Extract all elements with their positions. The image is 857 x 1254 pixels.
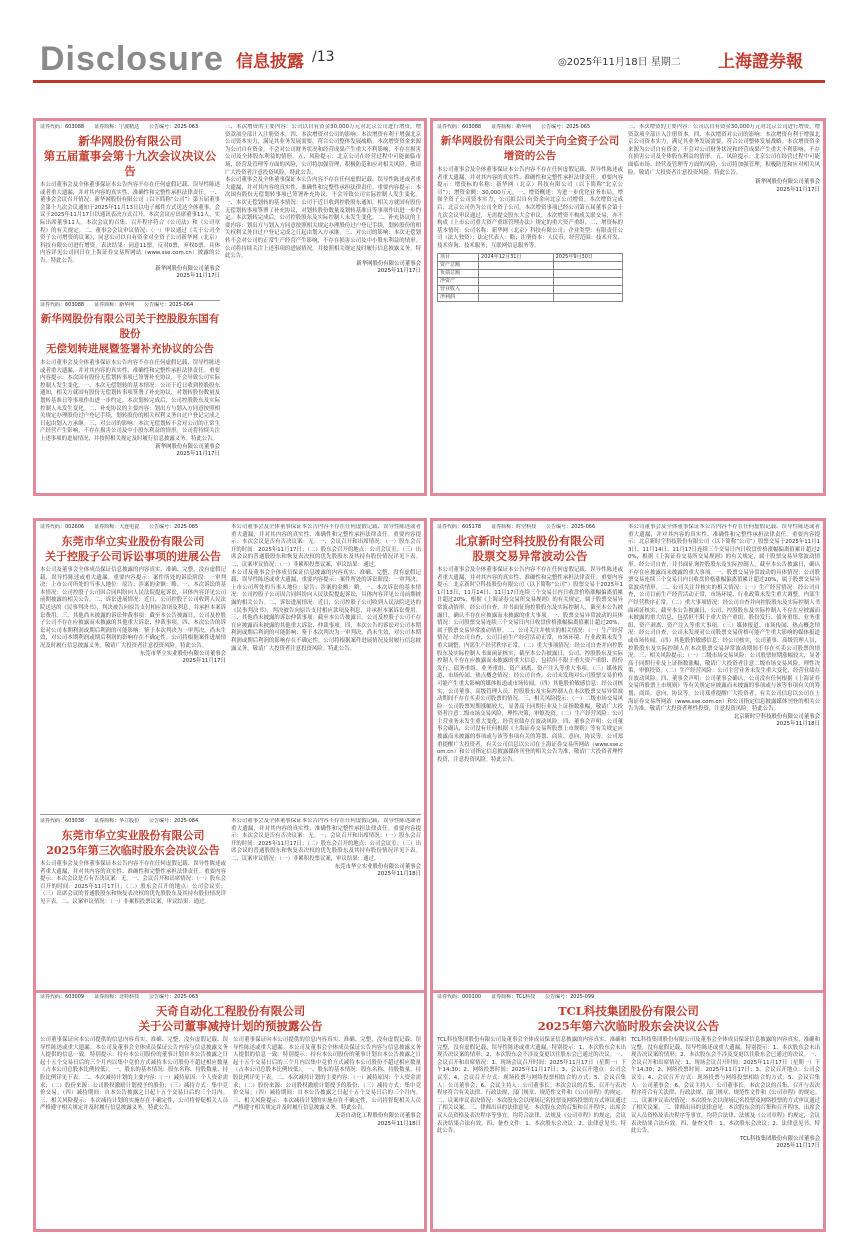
ann-signature: 东莞市华立实业股份有限公司董事会: [139, 650, 226, 657]
ann-date: 2025年11月18日: [377, 871, 421, 878]
ann-body: 公司董事保证向本公司提供的信息内容真实、准确、完整，没有虚假记载、误导性陈述或重大遗漏。本公司及董事会全体成员保证公告内容与信息披露义务人提供的信息一致。特别提示：持有本公司股份的董事计划自本公告披露之日起十五个交易日后的三个月内以集中竞价方式减持本公司股份不超过相应数量（占本公司总股本比例较低）。一、股东的基本情况：股东名称、持股数量、持股比例详见下表。二、本次减持计划的主要内容：（一）减持原因：个人资金需求；（二）股份来源：公司股权激励计划授予的股份；（三）减持方式：集中竞价交易；（四）减持期间：自本公告披露之日起十五个交易日后的三个月内。三、相关风险提示：本次减持计划的实施存在不确定性，公司将督促相关人员严格遵守相关规定并及时履行信息披露义务。特此公告。: [233, 1037, 421, 1112]
announcement-shareholder-meeting-continued: [231, 818, 421, 988]
announcement-director-reduction: [40, 994, 421, 1228]
ann-header: 证券代码：605178 证券简称：时空科技 公告编号：2025-066: [437, 524, 596, 530]
announcement-capital-increase: [437, 124, 623, 490]
table-row: 项目 2024年12月31日 2025年9月30日: [438, 253, 623, 261]
ann-subtitle: 2025年第六次临时股东会决议公告: [537, 1019, 720, 1033]
newspaper-logo: 上海證券報: [718, 52, 803, 72]
announcement-abnormal-trading: [437, 524, 623, 988]
section-title: 信息披露: [236, 52, 304, 72]
ann-signature: TCL科技集团股份有限公司董事会: [740, 1135, 820, 1142]
announcement-tcl-shareholder-meeting: [437, 994, 820, 1228]
masthead-rule: [33, 80, 825, 83]
ann-header: 证券代码：603088 证券简称：新华网 公告编号：2025-064: [40, 302, 194, 308]
ann-header: 证券代码：002606 证券简称：大连电瓷 公告编号：2025-085: [40, 524, 199, 530]
table-row: 负债总额: [438, 269, 623, 277]
ann-date: 2025年11月17日: [776, 186, 820, 193]
masthead: [0, 0, 857, 88]
ann-body: TCL科技集团股份有限公司及董事会全体成员保证信息披露的内容真实、准确和完整，没有虚假记载、误导性陈述或重大遗漏。特别提示：1、本次股东会未出现否决议案的情形；2、本次股东会不涉及变更以往股东会已通过的决议。一、会议召开和出席情况：1、现场会议召开时间：2025年11月17日（星期一）下午14:30；2、网络投票时间：2025年11月17日；3、会议召开地点：公司会议室；4、会议召开方式：现场投票与网络投票相结合的方式；5、会议召集人：公司董事会；6、会议主持人：公司董事长。本次会议的召集、召开与表决程序符合有关法律、行政法规、部门规章、规范性文件和《公司章程》的规定。二、议案审议表决情况：本次股东会以现场记名投票及网络投票的方式审议通过了相关议案。三、律师出具的法律意见：本次股东会的召集和召开程序、出席会议人员资格及表决程序等事宜，均符合法律、法规及《公司章程》的规定，会议表决结果合法有效。四、备查文件：1、本次股东会决议；2、法律意见书。特此公告。: [437, 1037, 626, 1135]
ann-header: 证券代码：603088 证券简称：宁波精达 公告编号：2025-063: [40, 124, 199, 130]
ann-subtitle: 2025年第三次临时股东会决议公告: [46, 844, 220, 857]
ann-signature: 新华网股份有限公司董事会: [155, 265, 220, 272]
ann-date: 2025年11月18日: [377, 1120, 421, 1127]
ann-body: 本公司及董事会全体成员保证信息披露的内容真实、准确、完整，没有虚假记载、误导性陈述或重大遗漏。重要内容提示：案件所处的诉讼阶段：一审判决；上市公司所处的当事人地位：原告；涉案的金额：略。一、本次诉讼的基本情况：公司控股子公司因合同纠纷向人民法院提起诉讼，具体内容详见公司前期披露的相关公告。二、诉讼进展情况：近日，公司控股子公司收到人民法院送达的《民事判决书》，判决被告向原告支付相应款项及利息，并承担本案诉讼费用。三、其他尚未披露的诉讼仲裁事项：截至本公告披露日，公司及控股子公司不存在应披露而未披露的其他重大诉讼、仲裁事项。四、本次公告的诉讼对公司本期利润或期后利润的可能影响：鉴于本次判决为一审判决，尚未生效，对公司本期利润或期后利润的影响存在不确定性。公司将根据案件进展情况及时履行信息披露义务，敬请广大投资者注意投资风险。特此公告。: [40, 567, 226, 649]
ann-body: 本公司董事会及全体董事保证本公告内容不存在任何虚假记载、误导性陈述或者重大遗漏，并对其内容的真实性、准确性和完整性承担法律责任。一、董事会会议召开情况：新华网股份有限公司（以下简称“公司”）第五届董事会第十九次会议通知于2025年11月13日以电子邮件方式送达全体董事，会议于2025年11月17日以通讯表决方式召开。本次会议应出席董事11人，实际出席董事11人。本次会议的召集、召开程序符合《公司法》和《公司章程》的有关规定。二、董事会会议审议情况：（一）审议通过《关于公司全资子公司增资的议案》，同意公司以自有资金对全资子公司新华网（北京）科技有限公司进行增资。表决结果：同意11票，反对0票，弃权0票。具体内容详见公司同日在上海证券交易所网站（www.sse.com.cn）披露的公告。特此公告。: [40, 182, 220, 264]
ann-body: 本公司董事会及全体董事保证本公告内容不存在任何虚假记载、误导性陈述或者重大遗漏，并对其内容的真实性、准确性和完整性承担法律责任。重要内容提示：增资标的名称：新华网（北京）科技有限公司（以下简称“北京公司”）；增资金额：30,000万元。一、增资概述：为进一步优化业务布局，增强全资子公司资本实力，公司拟以自有资金向北京公司增资。本次增资完成后，北京公司仍为公司全资子公司。本次增资事项已经公司第五届董事会第十九次会议审议通过，无需提交股东大会审议。本次增资不构成关联交易，亦不构成《上市公司重大资产重组管理办法》规定的重大资产重组。二、增资标的基本情况：公司名称：新华网（北京）科技有限公司；企业类型：有限责任公司（法人独资）；法定代表人：略；注册资本：人民币；经营范围：技术开发、技术咨询、技术服务；互联网信息服务等。: [437, 167, 623, 249]
column-divider: [40, 300, 220, 301]
section-divider: [40, 814, 421, 815]
ann-body: 本公司董事会及全体董事保证本公告内容不存在任何虚假记载、误导性陈述或者重大遗漏，并对其内容的真实性、准确性和完整性承担法律责任。重要内容提示：本次会议是否有否决议案：无。一、会议召开和出席情况：（一）股东会召开的时间：2025年11月17日；（二）股东会召开的地点：公司会议室；（三）出席会议的普通股股东和恢复表决权的优先股股东及其持有股份情况详见下表。二、议案审议情况：（一）非累积投票议案，审议结果：通过。: [40, 861, 226, 905]
table-row: 资产总额: [438, 261, 623, 269]
announcement-abnormal-trading-continued: [628, 524, 820, 988]
table-row: 净利润: [438, 293, 623, 301]
ann-title: 新华网股份有限公司: [78, 134, 182, 148]
ann-signature: 天奇自动化工程股份有限公司董事会: [334, 1112, 421, 1119]
ann-signature: 新华网股份有限公司董事会: [155, 443, 220, 450]
ann-body: 本公司董事会及全体董事保证本公告内容不存在任何虚假记载、误导性陈述或者重大遗漏，并对其内容的真实性、准确性和完整性承担法律责任。重要内容提示：本次会议是否有否决议案：无。一、会议召开和出席情况：（一）股东会召开的时间：2025年11月17日；（二）股东会召开的地点：公司会议室；（三）出席会议的普通股股东和恢复表决权的优先股股东及其持有股份情况详见下表。二、议案审议情况：（一）非累积投票议案，审议结果：通过。: [231, 524, 421, 568]
ann-title: 新华网股份有限公司关于向全资子公司增资的公告: [440, 135, 620, 162]
ann-signature: 新华网股份有限公司董事会: [356, 260, 421, 267]
issue-date: ◎2025年11月18日 星期二: [558, 57, 681, 68]
announcement-board-resolution: [40, 124, 220, 300]
ann-date: 2025年11月17日: [182, 658, 226, 665]
ann-title: TCL科技集团股份有限公司: [558, 1004, 699, 1018]
ann-date: 2025年11月17日: [776, 1143, 820, 1150]
page-number: /13: [312, 49, 335, 65]
ann-date: 2025年11月17日: [176, 451, 220, 458]
ann-date: 2025年11月17日: [377, 268, 421, 275]
financial-table: [437, 253, 623, 302]
announcement-share-transfer: [40, 302, 220, 492]
ann-title: 天奇自动化工程股份有限公司: [155, 1004, 306, 1018]
announcement-litigation-progress-continued: [231, 524, 421, 812]
ann-subtitle: 第五届董事会第十九次会议决议公告: [43, 149, 217, 178]
ann-body: 本公司及董事会全体成员保证信息披露的内容真实、准确、完整，没有虚假记载、误导性陈述或重大遗漏。重要内容提示：案件所处的诉讼阶段：一审判决；上市公司所处的当事人地位：原告；涉案的金额：略。一、本次诉讼的基本情况：公司控股子公司因合同纠纷向人民法院提起诉讼，具体内容详见公司前期披露的相关公告。二、诉讼进展情况：近日，公司控股子公司收到人民法院送达的《民事判决书》，判决被告向原告支付相应款项及利息，并承担本案诉讼费用。三、其他尚未披露的诉讼仲裁事项：截至本公告披露日，公司及控股子公司不存在应披露而未披露的其他重大诉讼、仲裁事项。四、本次公告的诉讼对公司本期利润或期后利润的可能影响：鉴于本次判决为一审判决，尚未生效，对公司本期利润或期后利润的影响存在不确定性。公司将根据案件进展情况及时履行信息披露义务，敬请广大投资者注意投资风险。特此公告。: [231, 569, 421, 652]
ann-title: 新华网股份有限公司关于控股股东国有股份: [40, 313, 220, 340]
ann-body: 公司董事保证向本公司提供的信息内容真实、准确、完整，没有虚假记载、误导性陈述或重大遗漏。本公司及董事会全体成员保证公告内容与信息披露义务人提供的信息一致。特别提示：持有本公司股份的董事计划自本公告披露之日起十五个交易日后的三个月内以集中竞价方式减持本公司股份不超过相应数量（占本公司总股本比例较低）。一、股东的基本情况：股东名称、持股数量、持股比例详见下表。二、本次减持计划的主要内容：（一）减持原因：个人资金需求；（二）股份来源：公司股权激励计划授予的股份；（三）减持方式：集中竞价交易；（四）减持期间：自本公告披露之日起十五个交易日后的三个月内。三、相关风险提示：本次减持计划的实施存在不确定性，公司将督促相关人员严格遵守相关规定并及时履行信息披露义务。特此公告。: [40, 1037, 228, 1112]
ann-subtitle: 无偿划转进展暨签署补充协议的公告: [46, 343, 214, 355]
table-row: 净资产: [438, 277, 623, 285]
ann-subtitle: 关于公司董事减持计划的预披露公告: [138, 1019, 323, 1033]
ann-subtitle: 股票交易异常波动公告: [472, 549, 588, 563]
ann-title: 东莞市华立实业股份有限公司: [61, 535, 205, 548]
announcement-board-resolution-continued: [225, 124, 421, 490]
ann-body: 三、本次增资的主要内容：公司以自有资金30,000万元对北京公司进行增资，增资款项全部计入注册资本。四、本次增资对公司的影响：本次增资有利于增强北京公司资本实力，满足其业务发展需要，符合公司整体发展战略。本次增资资金来源为公司自有资金，不会对公司财务状况和经营成果产生重大不利影响，不存在损害公司及全体股东利益的情形。五、风险提示：北京公司在经营过程中可能面临市场、经营及管理等方面的风险，公司将加强管理，积极防范和应对相关风险。敬请广大投资者注意投资风险。特此公告。: [225, 124, 421, 176]
ann-body: 本公司董事会及全体董事保证本公告内容不存在任何虚假记载、误导性陈述或者重大遗漏，并对其内容的真实性、准确性和完整性承担法律责任。重要内容提示：本次国有股份无偿划转事项已签署补充协议，不会导致公司实际控制人发生变化。一、本次无偿划转的基本情况：公司于近日收到控股股东通知，相关方就国有股份无偿划转事项签署了补充协议，对划转股份数量及划转基准日等事项作出进一步约定。本次划转完成后，公司控股股东及实际控制人未发生变化。二、补充协议的主要内容：划出方与划入方同意按照相关规定办理股份过户登记手续，划转股份的相关权利义务自过户登记完成之日起由划入方承继。三、对公司的影响：本次无偿划转不会对公司的正常生产经营产生影响，不存在损害公司及中小股东利益的情形。公司将持续关注上述事项的进展情况，并按照相关规定及时履行信息披露义务。特此公告。: [40, 360, 220, 442]
ann-header: 证券代码：603088 证券简称：新华网 公告编号：2025-065: [437, 124, 591, 130]
masthead-word: Disclosure: [40, 40, 224, 78]
announcement-shareholder-meeting: [40, 818, 226, 988]
ann-body: 本公司董事会及全体董事保证本公告内容不存在任何虚假记载、误导性陈述或者重大遗漏，并对其内容的真实性、准确性和完整性承担法律责任。重要内容提示：北京新时空科技股份有限公司（以下简称“公司”）股票交易于2025年11月13日、11月14日、11月17日连续三个交易日内日收盘价格涨幅偏离值累计超过20%，根据《上海证券交易所交易规则》的有关规定，属于股票交易异常波动情形。经公司自查，并书面征询控股股东及实际控制人，截至本公告披露日，确认不存在应披露而未披露的重大事项。一、股票交易异常波动的具体情况：公司股票交易连续三个交易日内日收盘价格涨幅偏离值累计超过20%，属于股票交易异常波动情形。二、公司关注并核实的相关情况：（一）生产经营情况：经公司自查，公司目前生产经营活动正常，市场环境、行业政策未发生重大调整，内部生产经营秩序正常。（二）重大事项情况：经公司自查并向控股股东及实际控制人书面函证核实，截至本公告披露日，公司、控股股东及实际控制人不存在应披露而未披露的重大信息，包括但不限于重大资产重组、股份发行、债务重组、业务重组、资产剥离、资产注入等重大事项。（三）媒体报道、市场传闻、热点概念情况：经公司自查，公司未发现对公司股票交易价格可能产生重大影响的媒体报道或市场传闻。（四）其他股价敏感信息：经公司核实，公司董事、高级管理人员、控股股东及实际控制人在本次股票交易异常波动期间不存在买卖公司股票的情况。三、相关风险提示：（一）二级市场交易风险：公司股票短期涨幅较大，显著高于同期行业及上证指数涨幅，敬请广大投资者注意二级市场交易风险，理性决策，审慎投资。（二）生产经营风险：公司主营业务未发生重大变化，经营业绩存在波动风险。四、董事会声明：公司董事会确认，公司没有任何根据《上海证券交易所股票上市规则》等有关规定应披露而未披露的事项或与该等事项有关的筹划、商谈、意向、协议等。公司郑重提醒广大投资者，有关公司信息以公司在上海证券交易所网站（www.sse.com.cn）和公司指定信息披露媒体刊登的相关公告为准，敬请广大投资者理性投资，注意投资风险。特此公告。: [437, 567, 623, 763]
ann-signature: 东莞市华立实业股份有限公司董事会: [334, 863, 421, 870]
ann-header: 证券代码：603009 证券简称：北特科技 公告编号：2025-063: [40, 994, 199, 1000]
announcement-capital-increase-continued: [628, 124, 820, 490]
ann-header: 证券代码：603038 证券简称：华立股份 公告编号：2025-084: [40, 818, 199, 824]
ann-body: TCL科技集团股份有限公司及董事会全体成员保证信息披露的内容真实、准确和完整，没有虚假记载、误导性陈述或重大遗漏。特别提示：1、本次股东会未出现否决议案的情形；2、本次股东会不涉及变更以往股东会已通过的决议。一、会议召开和出席情况：1、现场会议召开时间：2025年11月17日（星期一）下午14:30；2、网络投票时间：2025年11月17日；3、会议召开地点：公司会议室；4、会议召开方式：现场投票与网络投票相结合的方式；5、会议召集人：公司董事会；6、会议主持人：公司董事长。本次会议的召集、召开与表决程序符合有关法律、行政法规、部门规章、规范性文件和《公司章程》的规定。二、议案审议表决情况：本次股东会以现场记名投票及网络投票的方式审议通过了相关议案。三、律师出具的法律意见：本次股东会的召集和召开程序、出席会议人员资格及表决程序等事宜，均符合法律、法规及《公司章程》的规定，会议表决结果合法有效。四、备查文件：1、本次股东会决议；2、法律意见书。特此公告。: [631, 1037, 820, 1135]
ann-signature: 新华网股份有限公司董事会: [755, 179, 820, 186]
ann-body: 本公司董事会及全体董事保证本公告内容不存在任何虚假记载、误导性陈述或者重大遗漏，并对其内容的真实性、准确性和完整性承担法律责任。重要内容提示：本次会议是否有否决议案：无。一、会议召开和出席情况：（一）股东会召开的时间：2025年11月17日；（二）股东会召开的地点：公司会议室；（三）出席会议的普通股股东和恢复表决权的优先股股东及其持有股份情况详见下表。二、议案审议情况：（一）非累积投票议案，审议结果：通过。: [231, 818, 421, 862]
ann-body: 三、本次增资的主要内容：公司以自有资金30,000万元对北京公司进行增资，增资款项全部计入注册资本。四、本次增资对公司的影响：本次增资有利于增强北京公司资本实力，满足其业务发展需要，符合公司整体发展战略。本次增资资金来源为公司自有资金，不会对公司财务状况和经营成果产生重大不利影响，不存在损害公司及全体股东利益的情形。五、风险提示：北京公司在经营过程中可能面临市场、经营及管理等方面的风险，公司将加强管理，积极防范和应对相关风险。敬请广大投资者注意投资风险。特此公告。: [628, 124, 820, 176]
ann-date: 2025年11月17日: [176, 273, 220, 280]
ann-header: 证券代码：000100 证券简称：TCL科技 公告编号：2025-099: [437, 994, 595, 1000]
ann-body: 本公司董事会及全体董事保证本公告内容不存在任何虚假记载、误导性陈述或者重大遗漏，并对其内容的真实性、准确性和完整性承担法律责任。重要内容提示：北京新时空科技股份有限公司（以下简称“公司”）股票交易于2025年11月13日、11月14日、11月17日连续三个交易日内日收盘价格涨幅偏离值累计超过20%，根据《上海证券交易所交易规则》的有关规定，属于股票交易异常波动情形。经公司自查，并书面征询控股股东及实际控制人，截至本公告披露日，确认不存在应披露而未披露的重大事项。一、股票交易异常波动的具体情况：公司股票交易连续三个交易日内日收盘价格涨幅偏离值累计超过20%，属于股票交易异常波动情形。二、公司关注并核实的相关情况：（一）生产经营情况：经公司自查，公司目前生产经营活动正常，市场环境、行业政策未发生重大调整，内部生产经营秩序正常。（二）重大事项情况：经公司自查并向控股股东及实际控制人书面函证核实，截至本公告披露日，公司、控股股东及实际控制人不存在应披露而未披露的重大信息，包括但不限于重大资产重组、股份发行、债务重组、业务重组、资产剥离、资产注入等重大事项。（三）媒体报道、市场传闻、热点概念情况：经公司自查，公司未发现对公司股票交易价格可能产生重大影响的媒体报道或市场传闻。（四）其他股价敏感信息：经公司核实，公司董事、高级管理人员、控股股东及实际控制人在本次股票交易异常波动期间不存在买卖公司股票的情况。三、相关风险提示：（一）二级市场交易风险：公司股票短期涨幅较大，显著高于同期行业及上证指数涨幅，敬请广大投资者注意二级市场交易风险，理性决策，审慎投资。（二）生产经营风险：公司主营业务未发生重大变化，经营业绩存在波动风险。四、董事会声明：公司董事会确认，公司没有任何根据《上海证券交易所股票上市规则》等有关规定应披露而未披露的事项或与该等事项有关的筹划、商谈、意向、协议等。公司郑重提醒广大投资者，有关公司信息以公司在上海证券交易所网站（www.sse.com.cn）和公司指定信息披露媒体刊登的相关公告为准，敬请广大投资者理性投资，注意投资风险。特此公告。: [628, 524, 820, 713]
ann-subtitle: 关于控股子公司诉讼事项的进展公告: [45, 550, 221, 563]
table-row: 营业收入: [438, 285, 623, 293]
ann-date: 2025年11月18日: [776, 721, 820, 728]
announcement-litigation-progress: [40, 524, 226, 812]
ann-title: 东莞市华立实业股份有限公司: [61, 829, 205, 842]
ann-signature: 北京新时空科技股份有限公司董事会: [733, 713, 820, 720]
ann-body: 本公司董事会及全体董事保证本公告内容不存在任何虚假记载、误导性陈述或者重大遗漏，并对其内容的真实性、准确性和完整性承担法律责任。重要内容提示：本次国有股份无偿划转事项已签署补充协议，不会导致公司实际控制人发生变化。一、本次无偿划转的基本情况：公司于近日收到控股股东通知，相关方就国有股份无偿划转事项签署了补充协议，对划转股份数量及划转基准日等事项作出进一步约定。本次划转完成后，公司控股股东及实际控制人未发生变化。二、补充协议的主要内容：划出方与划入方同意按照相关规定办理股份过户登记手续，划转股份的相关权利义务自过户登记完成之日起由划入方承继。三、对公司的影响：本次无偿划转不会对公司的正常生产经营产生影响，不存在损害公司及中小股东利益的情形。公司将持续关注上述事项的进展情况，并按照相关规定及时履行信息披露义务。特此公告。: [225, 177, 421, 260]
ann-title: 北京新时空科技股份有限公司: [455, 534, 605, 548]
